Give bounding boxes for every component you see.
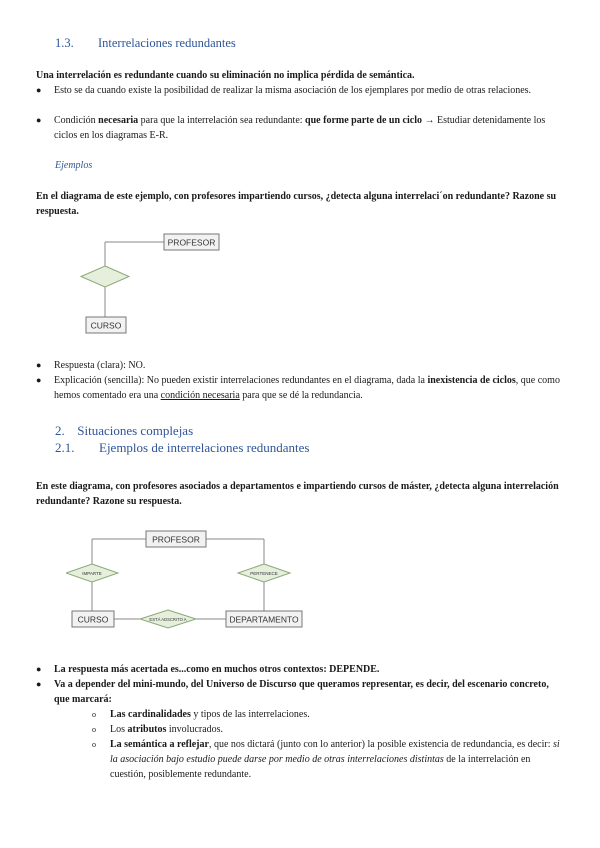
sub-list-item [92, 737, 562, 782]
text-run-bold: que forme parte de un ciclo [305, 115, 422, 126]
text-run-italic: si la asociación bajo estudio puede darse por medio de otras interrelaciones distintas [110, 739, 560, 765]
section-number: 2. [55, 423, 65, 438]
relationship-imparte-label: IMPARTE [82, 571, 102, 576]
circle-bullet-icon: o [92, 740, 96, 749]
text-run: involucrados. [166, 724, 224, 735]
question-1: En el diagrama de este ejemplo, con profesores impartiendo cursos, ¿detecta alguna interrelaci´on redundante? Razone su respuesta. [36, 191, 557, 217]
text-run: para que se dé la redundancia. [239, 390, 363, 401]
text-run: , que como hemos comentado era una [54, 375, 560, 401]
text-run: Condición [54, 115, 99, 126]
sub-list-item-text [110, 722, 562, 737]
section-heading-1-3 [55, 36, 236, 51]
list-item [36, 113, 562, 143]
list-item-text: Esto se da cuando existe la posibilidad de realizar la misma asociación de los ejemplares por medio de otras relaciones. [54, 85, 532, 96]
list-item-text: Respuesta (clara): NO. [54, 360, 146, 371]
intro-text-a: Una interrelación es redundante cuando [36, 70, 210, 81]
bullet-icon: ● [36, 679, 42, 689]
text-run: Explicación (sencilla): No pueden existir interrelaciones redundantes en el diagrama, dada la [54, 375, 428, 386]
section-title: Ejemplos de interrelaciones redundantes [99, 440, 310, 455]
entity-profesor-label: PROFESOR [167, 237, 216, 248]
text-run: de la interrelación en cuestión, posiblemente redundante. [110, 754, 531, 780]
list-item [36, 83, 562, 98]
list-item [36, 373, 562, 403]
sub-list-item-text [110, 707, 562, 722]
intro-paragraph [36, 68, 566, 83]
er-diagram-2 [66, 528, 316, 634]
bullet-icon: ● [36, 375, 42, 385]
relationship-diamond [81, 266, 129, 287]
text-run: Los [110, 724, 128, 735]
section-title: Interrelaciones redundantes [98, 36, 236, 50]
text-run: , que nos dictará (junto con lo anterior) la posible existencia de redundancia, es decir: [208, 739, 553, 750]
intro-text-c: . [412, 70, 415, 81]
text-run-bold: inexistencia de ciclos [427, 375, 516, 386]
sub-list-item [92, 707, 562, 722]
entity-curso-label: CURSO [90, 320, 122, 331]
text-run-underlined: condición necesaria [160, 390, 240, 401]
bullet-icon: ● [36, 360, 42, 370]
text-run: para que la interrelación sea redundante: [138, 115, 306, 126]
list-item-text [54, 373, 562, 403]
text-run: → Estudiar detenidamente los ciclos en los diagramas E-R. [54, 115, 546, 141]
section-title: Situaciones complejas [77, 423, 194, 438]
circle-bullet-icon: o [92, 710, 96, 719]
text-run-bold: Las cardinalidades [110, 709, 191, 720]
er-diagram-1 [78, 228, 228, 338]
text-run: Va a depender del mini-mundo, [54, 679, 191, 690]
text-run: y tipos de las interrelaciones. [190, 709, 310, 720]
text-run-bold: del Universo de Discurso [190, 679, 297, 690]
relationship-pertenece-label: PERTENECE [250, 571, 278, 576]
section-heading-2 [55, 423, 193, 439]
sub-list-item-text [110, 737, 562, 782]
bullet-icon: ● [36, 115, 42, 125]
examples-subheading: Ejemplos [55, 160, 93, 171]
entity-curso-label: CURSO [77, 614, 109, 625]
circle-bullet-icon: o [92, 725, 96, 734]
intro-text-b: su eliminación no implica pérdida de semántica [209, 70, 413, 81]
list-item-text: La respuesta más acertada es...como en muchos otros contextos: DEPENDE. [54, 664, 380, 675]
text-run: que queramos representar, es decir, del escenario concreto, que marcará: [54, 679, 549, 705]
section-number: 1.3. [55, 36, 74, 50]
text-run-bold: necesaria [98, 115, 139, 126]
list-item [36, 662, 562, 677]
bullet-icon: ● [36, 664, 42, 674]
sub-list-item [92, 722, 562, 737]
section-heading-2-1 [55, 440, 309, 456]
list-item [36, 358, 562, 373]
entity-departamento-label: DEPARTAMENTO [229, 614, 299, 625]
section-number: 2.1. [55, 440, 75, 455]
entity-profesor-label: PROFESOR [152, 534, 200, 545]
list-item-text [54, 113, 562, 143]
question-2: En este diagrama, con profesores asociados a departamentos e impartiendo cursos de máster, ¿detecta alguna interrelación redundante? Razone su respuesta. [36, 481, 559, 507]
relationship-adscrito-label: ESTÁ ADSCRITO A [149, 617, 187, 622]
bullet-icon: ● [36, 85, 42, 95]
list-item [36, 677, 562, 707]
text-run-bold: La semántica a reflejar [110, 739, 209, 750]
list-item-text [54, 677, 562, 707]
text-run-bold: atributos [127, 724, 167, 735]
